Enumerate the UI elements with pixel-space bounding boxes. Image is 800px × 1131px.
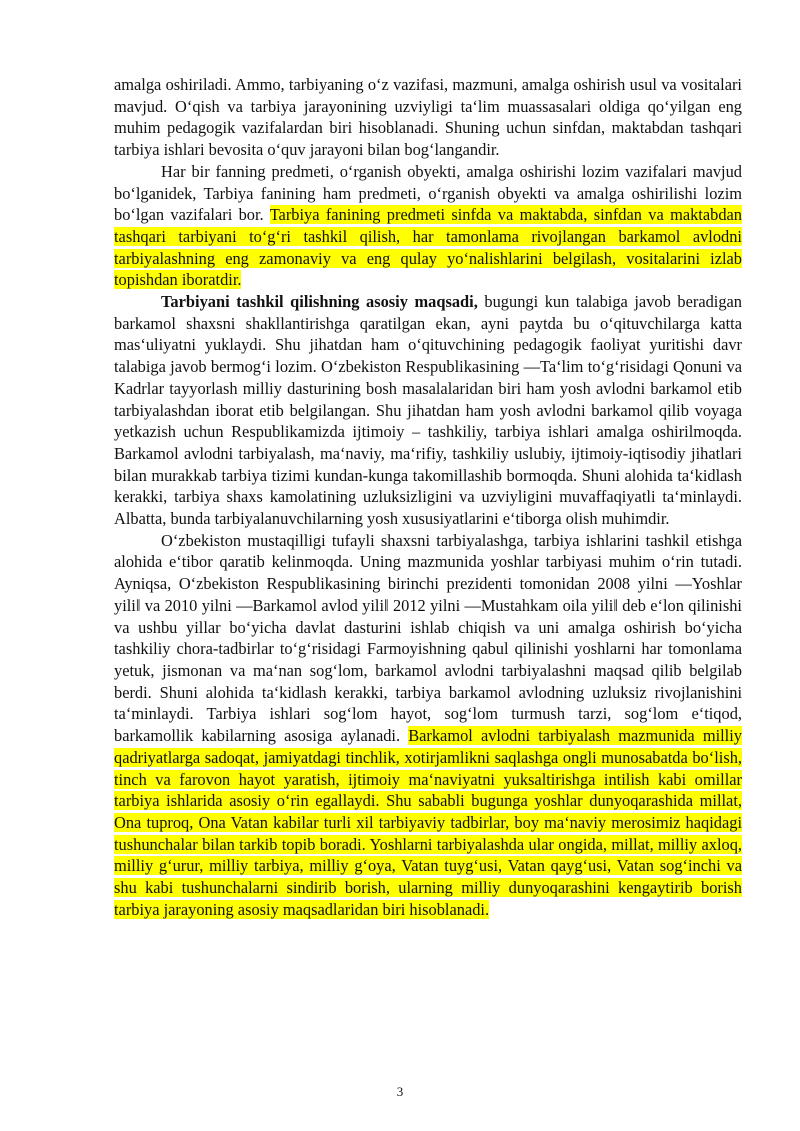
paragraph-2-highlight: Tarbiya fanining predmeti sinfda va maktabda, sinfdan va maktabdan tashqari tarbiyani to‘g‘ri tashkil qilish, har tamonlama rivojlangan barkamol avlodni tarbiyalashning eng zamonaviy va eng qulay yo‘nalishlarini belgilash, vositalarini izlab topishdan iboratdir.	[114, 205, 742, 290]
paragraph-4-text: O‘zbekiston mustaqilligi tufayli shaxsni tarbiyalashga, tarbiya ishlarini tashkil etishga alohida e‘tibor qaratib kelinmoqda. Uning mazmunida yoshlar tarbiyasi muhim o‘rin tutadi. Ayniqsa, O‘zbekiston Respublikasining birinchi prezidenti tomonidan 2008 yilni ―Yoshlar yili‖ va 2010 yilni ―Barkamol avlod yili‖ 2012 yilni ―Mustahkam oila yili‖ deb e‘lon qilinishi va ushbu yillar bo‘yicha davlat dasturini ishlab chiqish va uni amalga oshirish bo‘yicha tashkiliy chora-tadbirlar to‘g‘risidagi Farmoyishning qabul qilinishi yoshlarni har tomonlama yetuk, jismonan va ma‘nan sog‘lom, barkamol avlodni tarbiyalashni maqsad qilib belgilab berdi. Shuni alohida ta‘kidlash kerakki, tarbiya barkamol avlodning uzluksiz rivojlanishini ta‘minlaydi. Tarbiya ishlari sog‘lom hayot, sog‘lom turmush tarzi, sog‘lom e‘tiqod, barkamollik kabilarning asosiga aylanadi.	[114, 530, 742, 746]
paragraph-2-text: Har bir fanning predmeti, o‘rganish obyekti, amalga oshirishi lozim vazifalari mavjud bo‘lganidek, Tarbiya fanining ham predmeti, o‘rganish obyekti va amalga oshirilishi lozim bo‘lgan vazifalari bor.	[114, 161, 742, 225]
paragraph-4	[114, 530, 742, 921]
paragraph-2	[114, 161, 742, 291]
paragraph-1-text: amalga oshiriladi. Ammo, tarbiyaning o‘z vazifasi, mazmuni, amalga oshirish usul va vositalari mavjud. O‘qish va tarbiya jarayonining uzviyligi ta‘lim muassasalari oldiga qo‘yilgan eng muhim pedagogik vazifalardan biri hisoblanadi. Shuning uchun sinfdan, maktabdan tashqari tarbiya ishlari bevosita o‘quv jarayoni bilan bog‘langandir.	[114, 75, 742, 160]
paragraph-1	[114, 74, 742, 161]
paragraph-3	[114, 291, 742, 530]
document-page	[114, 74, 742, 920]
paragraph-4-highlight: Barkamol avlodni tarbiyalash mazmunida milliy qadriyatlarga sadoqat, jamiyatdagi tinchlik, xotirjamlikni saqlashga ongli munosabatda bo‘lish, tinch va farovon hayot yaratish, ijtimoiy ma‘naviyatni yuksaltirishga intilish kabi omillar tarbiya ishlarida asosiy o‘rin egallaydi. Shu sababli bugunga yoshlar dunyoqarashida millat, Ona tuproq, Ona Vatan kabilar turli xil tarbiyaviy tadbirlar, boy ma‘naviy merosimiz haqidagi tushunchalar bilan tarkib topib boradi. Yoshlarni tarbiyalashda ular ongida, millat, milliy axloq, milliy g‘urur, milliy tarbiya, milliy g‘oya, Vatan tuyg‘usi, Vatan qayg‘usi, Vatan sog‘inchi va shu kabi tushunchalarni sindirib borish, ularning milliy dunyoqarashini kengaytirib borish tarbiya jarayoning asosiy maqsadlaridan biri hisoblanadi.	[114, 726, 742, 919]
paragraph-3-text: bugungi kun talabiga javob beradigan barkamol shaxsni shakllantirishga qaratilgan ekan, ayni paytda bu o‘qituvchilarga katta mas‘uliyatni yuklaydi. Shu jihatdan ham o‘qituvchining pedagogik faoliyat yuritishi davr talabiga javob bermog‘i lozim. O‘zbekiston Respublikasining ―Ta‘lim to‘g‘risidagi Qonuni va Kadrlar tayyorlash milliy dasturining bosh masalalaridan biri ham yosh avlodni barkamol etib tarbiyalashdan iborat etib belgilangan. Shu jihatdan ham yosh avlodni barkamol qilib voyaga yetkazish uchun Respublikamizda ijtimoiy – tashkiliy, tarbiya ishlari amalga oshirilmoqda. Barkamol avlodni tarbiyalash, ma‘naviy, ma‘rifiy, tashkiliy uslubiy, ijtimoiy-iqtisodiy jihatlari bilan murakkab tarbiya tizimi kundan-kunga takomillashib bormoqda. Shuni alohida ta‘kidlash kerakki, tarbiya shaxs kamolatining uzluksizligini va uzviyligini muvaffaqiyatli ta‘minlaydi. Albatta, bunda tarbiyalanuvchilarning yosh xususiyatlarini e‘tiborga olish muhimdir.	[114, 292, 743, 529]
paragraph-3-bold-lead: Tarbiyani tashkil qilishning asosiy maqsadi,	[161, 292, 478, 312]
page-number: 3	[396, 1084, 404, 1099]
